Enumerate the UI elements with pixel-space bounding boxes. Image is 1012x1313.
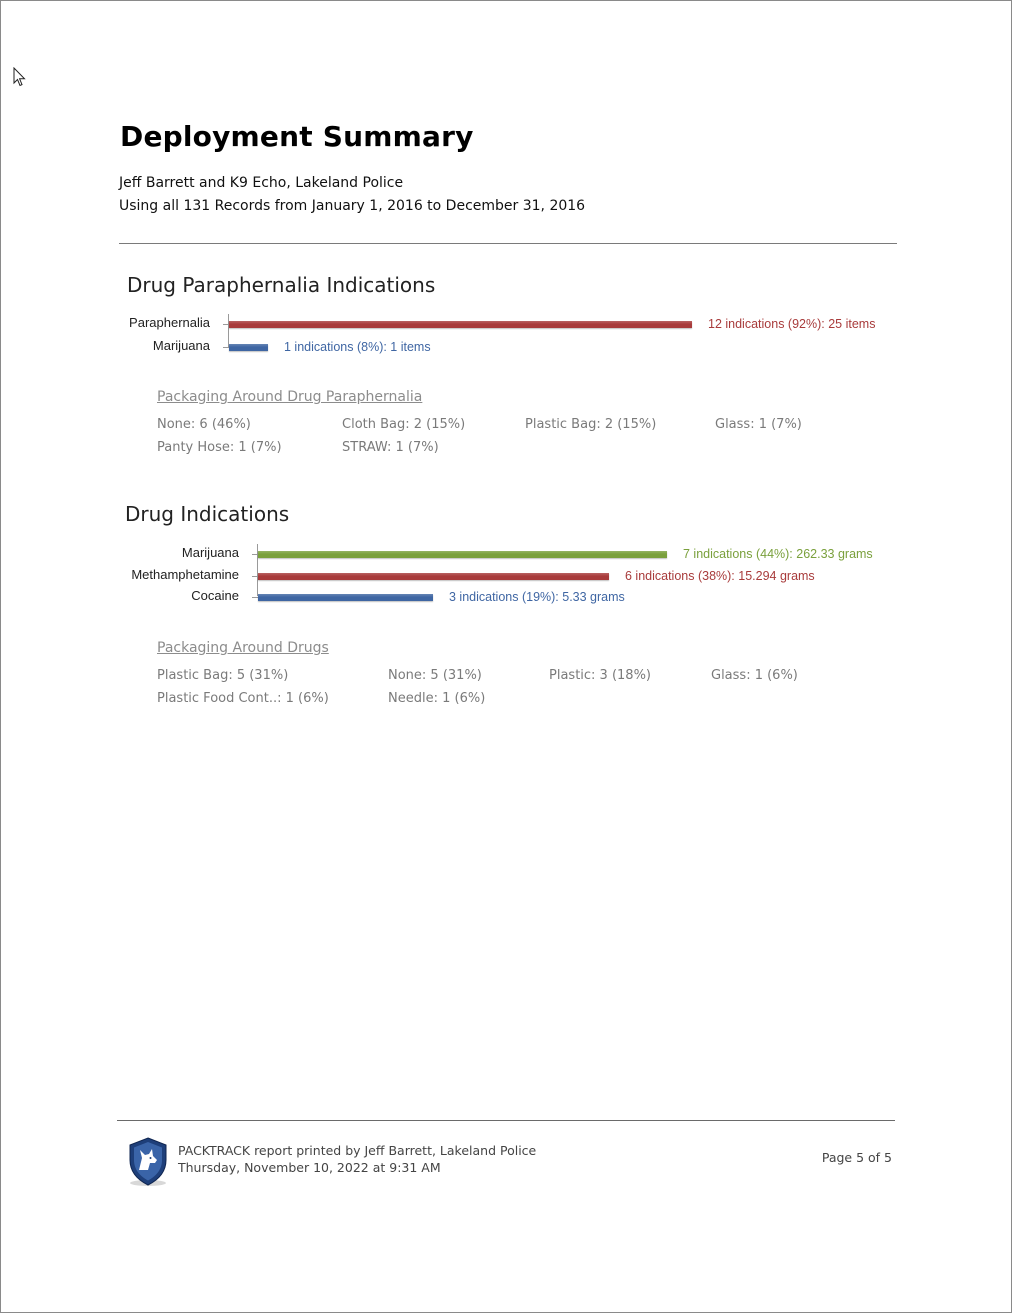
bar	[258, 594, 433, 601]
packaging-drugs-title[interactable]: Packaging Around Drugs	[157, 640, 329, 656]
footer-printed-date: Thursday, November 10, 2022 at 9:31 AM	[178, 1160, 441, 1175]
footer-printed-by: PACKTRACK report printed by Jeff Barrett, Lakeland Police	[178, 1143, 537, 1158]
section-title-drugs: Drug Indications	[125, 502, 290, 526]
value-label: 7 indications (44%): 262.33 grams	[683, 547, 873, 561]
header-divider	[119, 243, 897, 244]
value-label: 12 indications (92%): 25 items	[708, 317, 876, 331]
bar	[229, 344, 268, 351]
packaging-item: Plastic Food Cont..: 1 (6%)	[157, 691, 329, 706]
value-label: 1 indications (8%): 1 items	[284, 340, 431, 354]
packaging-item: Panty Hose: 1 (7%)	[157, 440, 282, 455]
category-label: Paraphernalia	[129, 315, 210, 330]
bar	[258, 573, 609, 580]
category-label: Marijuana	[181, 545, 239, 560]
category-label: Methamphetamine	[131, 566, 239, 582]
report-subtitle-range: Using all 131 Records from January 1, 2016 to December 31, 2016	[119, 198, 586, 214]
bar	[229, 321, 692, 328]
page-number: Page 5 of 5	[821, 1150, 892, 1165]
bar	[258, 551, 667, 558]
packaging-item: Plastic Bag: 5 (31%)	[157, 668, 289, 683]
footer-divider	[117, 1120, 895, 1121]
value-label: 6 indications (38%): 15.294 grams	[625, 568, 815, 583]
report-subtitle-handler: Jeff Barrett and K9 Echo, Lakeland Police	[119, 175, 404, 191]
mouse-pointer-icon	[13, 67, 27, 87]
packaging-item: Cloth Bag: 2 (15%)	[342, 417, 466, 432]
shield-wolf-icon	[126, 1136, 170, 1188]
packaging-item: Plastic Bag: 2 (15%)	[525, 417, 657, 432]
packaging-item: STRAW: 1 (7%)	[342, 440, 439, 455]
section-title-paraphernalia: Drug Paraphernalia Indications	[127, 273, 436, 297]
packaging-item: Plastic: 3 (18%)	[549, 668, 652, 683]
chart-axis	[228, 314, 229, 348]
category-label: Cocaine	[191, 588, 239, 603]
packaging-item: Needle: 1 (6%)	[388, 691, 486, 706]
packaging-item: None: 6 (46%)	[157, 417, 251, 432]
packaging-paraphernalia-title[interactable]: Packaging Around Drug Paraphernalia	[157, 389, 423, 405]
report-title: Deployment Summary	[120, 120, 474, 153]
packaging-item: Glass: 1 (7%)	[715, 417, 802, 432]
category-label: Marijuana	[152, 338, 210, 353]
value-label: 3 indications (19%): 5.33 grams	[449, 590, 625, 604]
packaging-item: None: 5 (31%)	[388, 668, 482, 683]
packaging-item: Glass: 1 (6%)	[711, 668, 798, 683]
